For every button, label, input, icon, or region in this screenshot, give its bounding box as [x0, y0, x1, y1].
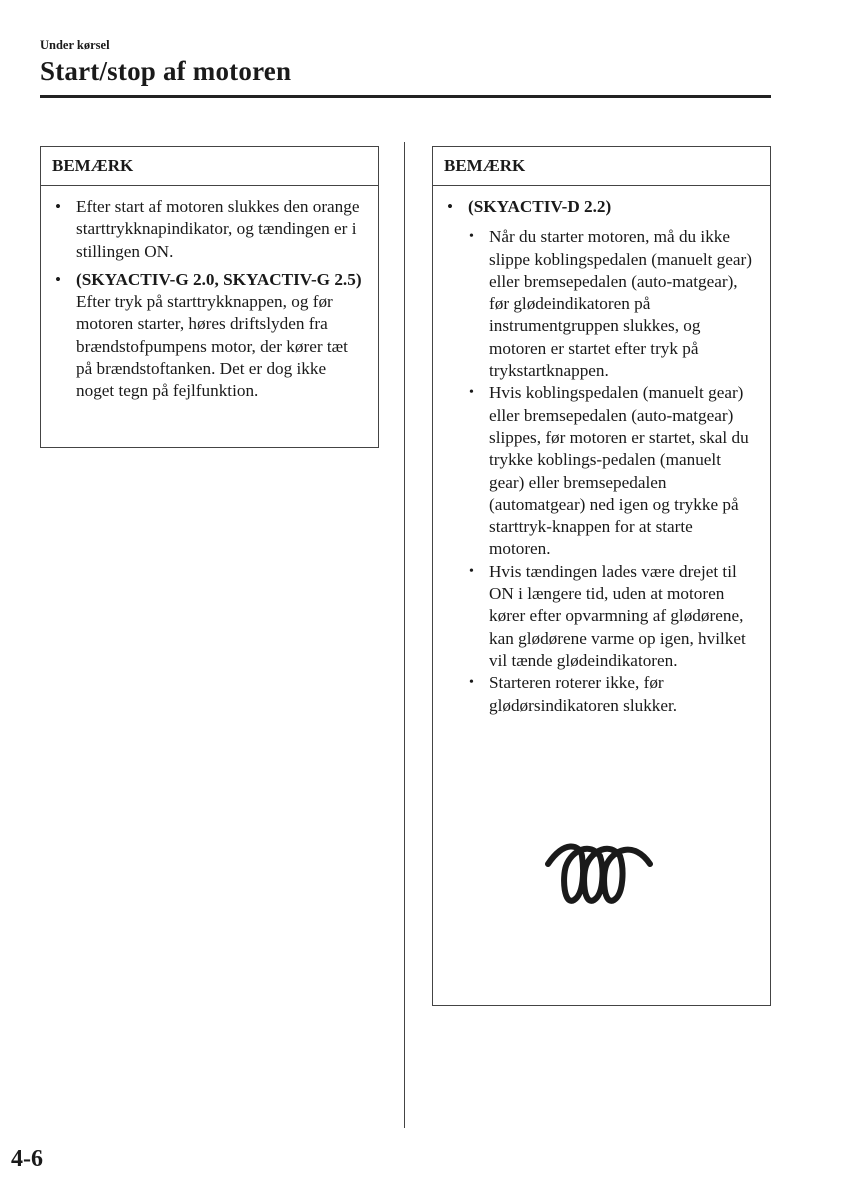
left-note-heading: BEMÆRK [41, 147, 378, 186]
title-rule [40, 95, 771, 98]
list-item-text: Efter tryk på starttrykknappen, og før motoren starter, høres driftslyden fra brændstofpumpens motor, der kører tæt på brændstoftanken. Det er dog ikke noget tegn på fejlfunktion. [76, 292, 348, 401]
list-item-text: Efter start af motoren slukkes den orange starttrykknapindikator, og tændingen er i stillingen ON. [76, 197, 360, 261]
left-note-box [40, 146, 379, 448]
list-item [55, 269, 364, 403]
list-item [55, 196, 364, 263]
sub-bullet-icon: • [469, 563, 474, 579]
right-note-body [433, 186, 770, 717]
list-item [447, 196, 756, 218]
sub-list-item-text: Hvis koblingspedalen (manuelt gear) eller bremsepedalen (auto-matgear) slippes, før motoren er startet, skal du trykke koblings-pedalen (manuelt gear) eller bremsepedalen (automatgear) ned igen og trykke på starttryk-knappen for at starte motoren. [489, 383, 749, 559]
glow-plug-indicator-icon [536, 838, 660, 908]
left-note-body [41, 186, 378, 403]
page-title: Start/stop af motoren [40, 56, 292, 86]
sub-list-item-text: Når du starter motoren, må du ikke slippe koblingspedalen (manuelt gear) eller bremsepedalen (auto-matgear), før glødeindikatoren på instrumentgruppen slukkes, og motoren er startet efter tryk på trykstartknappen. [489, 227, 752, 381]
column-divider [404, 142, 405, 1128]
sub-list-item [467, 226, 756, 382]
sub-list-item [467, 561, 756, 672]
sub-list-item [467, 382, 756, 560]
sub-bullet-icon: • [469, 229, 474, 245]
bullet-icon: • [55, 197, 62, 216]
sub-list-item-text: Starteren roterer ikke, før glødørsindikatoren slukker. [489, 673, 678, 715]
section-label: Under kørsel [40, 38, 110, 52]
page-number: 4-6 [11, 1146, 43, 1172]
model-label: (SKYACTIV-G 2.0, SKYACTIV-G 2.5) [76, 269, 362, 289]
sub-list-item [467, 672, 756, 717]
model-label: (SKYACTIV-D 2.2) [468, 197, 612, 216]
sub-bullet-icon: • [469, 385, 474, 401]
bullet-icon: • [447, 197, 454, 216]
bullet-icon: • [55, 269, 62, 289]
right-note-heading: BEMÆRK [433, 147, 770, 186]
sub-list-item-text: Hvis tændingen lades være drejet til ON i længere tid, uden at motoren kører efter opvarmning af glødørene, kan glødørene varme op igen, hvilket vil tænde glødeindikatoren. [489, 561, 746, 670]
sub-bullet-icon: • [469, 675, 474, 691]
